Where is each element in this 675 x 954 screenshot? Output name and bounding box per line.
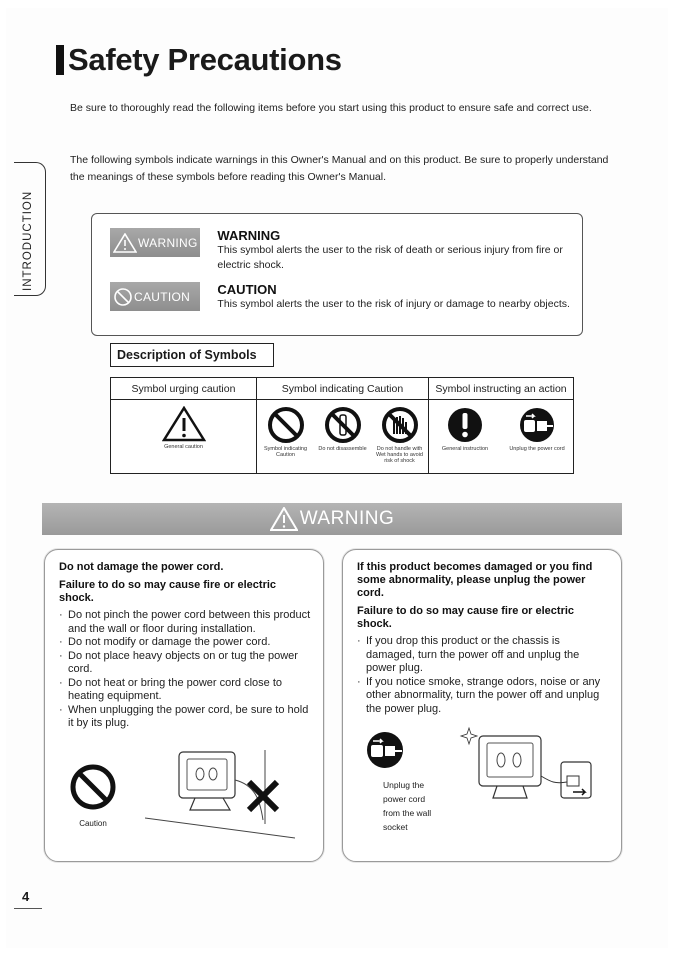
prohibition-caution-icon [267,406,305,444]
list-item: · Do not heat or bring the power cord close to heating equipment. [59,677,311,704]
prohibition-icon [113,287,133,307]
unplug-icon [365,730,405,770]
list-item: · Do not modify or damage the power cord. [59,636,311,650]
list-item: · If you drop this product or the chassis is damaged, turn the power off and unplug the power plug. [357,635,611,676]
right-panel-bullets [357,635,611,716]
right-panel-caption: Unplug the power cord from the wall socket [383,780,432,832]
right-panel-subheading: Failure to do so may cause fire or electric shock. [357,605,575,630]
caution-badge-label: CAUTION [134,289,191,304]
symbol-legend-caution [110,282,570,312]
page-number: 4 [22,889,30,904]
caution-description: This symbol alerts the user to the risk of injury or damage to nearby objects. [217,298,570,310]
unplug-icon [518,406,556,444]
general-caution-icon [162,406,206,442]
table-cell-action [429,400,574,474]
left-panel-subheading: Failure to do so may cause fire or electric shock. [59,579,277,604]
table-header-caution-indicating: Symbol indicating Caution [257,378,429,400]
caution-heading: CAUTION [217,282,277,297]
caution-badge [110,282,200,311]
monitor-pinched-cord-illustration [145,740,295,840]
left-panel-heading: Do not damage the power cord. [59,561,224,573]
warning-banner-label: WARNING [299,508,395,529]
monitor-unplug-illustration [455,726,605,806]
list-item: · Do not place heavy objects on or tug the power cord. [59,650,311,677]
symbol-legend-warning [110,228,570,273]
left-panel-bullets [59,609,311,731]
warning-triangle-icon [113,233,137,253]
unplug-label: Unplug the power cord [509,446,565,452]
symbol-legend-box [91,213,583,336]
warning-triangle-icon [270,507,298,531]
section-tab [14,162,46,296]
left-panel-caption: Caution [79,819,107,828]
general-instruction-label: General instruction [441,446,489,452]
no-disassemble-label: Do not disassemble [318,446,367,452]
caution-symbol-label: Symbol indicating Caution [263,446,308,458]
general-instruction-icon [446,406,484,444]
no-wet-hands-label: Do not handle with Wet hands to avoid risk of shock [376,446,423,464]
table-cell-urging [111,400,257,474]
right-panel-heading: If this product becomes damaged or you find some abnormality, please unplug the power cord. [357,561,593,599]
warning-description: This symbol alerts the user to the risk of death or serious injury from fire or electric shock. [217,244,563,271]
warning-banner [42,503,622,535]
list-item: · Do not pinch the power cord between this product and the wall or floor during installation. [59,609,311,636]
section-tab-label: INTRODUCTION [22,190,34,291]
table-header-caution-urging: Symbol urging caution [111,378,257,400]
warning-heading: WARNING [217,228,281,243]
intro-paragraph-1: Be sure to thoroughly read the following items before you start using this product to ensure safe and correct use. [70,102,592,114]
intro-paragraph-2: The following symbols indicate warnings in this Owner's Manual and on this product. Be sure to properly understand the meanings of these symbols before reading this Owner's Manual. [70,154,609,183]
no-wet-hands-icon [381,406,419,444]
page-title-text: Safety Precautions [68,42,342,77]
symbols-table [110,377,574,474]
warning-badge-label: WARNING [138,235,198,250]
page-title [56,42,342,78]
abnormality-unplug-panel [342,549,622,862]
page-number-rule [14,908,42,909]
table-cell-indicating [257,400,429,474]
no-disassemble-icon [324,406,362,444]
power-cord-damage-panel [44,549,324,862]
description-of-symbols-title: Description of Symbols [110,343,274,367]
list-item: · If you notice smoke, strange odors, noise or any other abnormality, turn the power off and unplug the power plug. [357,676,611,717]
general-caution-label: General caution [164,444,203,450]
table-header-action: Symbol instructing an action [429,378,574,400]
warning-badge [110,228,200,257]
list-item: · When unplugging the power cord, be sure to hold it by its plug. [59,704,311,731]
prohibition-icon [69,763,117,811]
